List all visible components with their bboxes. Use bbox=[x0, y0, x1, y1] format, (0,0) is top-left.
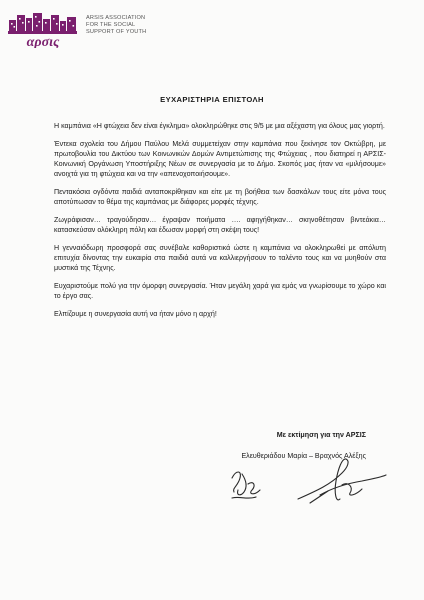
signatories: Ελευθεριάδου Μαρία – Βραχνός Αλέξης bbox=[241, 452, 366, 460]
paragraph: Η καμπάνια «Η φτώχεια δεν είναι έγκλημα» ολοκληρώθηκε στις 9/5 με μια αξέχαστη για όλους μας γιορτή. bbox=[54, 122, 385, 130]
letter-body bbox=[54, 121, 386, 327]
organization-name bbox=[86, 15, 146, 37]
paragraph: Πεντακόσια ογδόντα παιδιά ανταποκρίθηκαν και είτε με τη βοήθεια των δασκάλων τους είτε μόνα τους αποτύπωσαν το θέμα της καμπάνιας με διάφορες μορφές τέχνης. bbox=[54, 188, 386, 206]
org-line: SUPPORT OF YOUTH bbox=[86, 29, 147, 36]
paragraph: Η γενναιόδωρη προσφορά σας συνέβαλε καθοριστικά ώστε η καμπάνια να ολοκληρωθεί με απόλυτη επιτυχία δίνοντας την ευκαιρία στα παιδιά αυτά να καλλιεργήσουν το ταλέντο τους και να μυηθούν στα μυστικά της Τέχνης. bbox=[54, 244, 386, 272]
paragraph: Έντεκα σχολεία του Δήμου Παύλου Μελά συμμετείχαν στην καμπάνια που ξεκίνησε τον Οκτώβρη, με πρωτοβουλία του Δικτύου των Κοινωνικών Δομών Αντιμετώπισης της Φτώχειας , που διατηρεί η ΑΡΣΙΣ-Κοινωνική Οργάνωση Υποστήριξης Νέων σε συνεργασία με το Δήμο. Σκοπός μας ήταν να «μιλήσουμε» ανοιχτά για τη φτώχεια και να την «απενοχοποιήσουμε». bbox=[54, 140, 386, 178]
signature-2 bbox=[290, 455, 390, 507]
paragraph: Ελπίζουμε η συνεργασία αυτή να ήταν μόνο η αρχή! bbox=[54, 310, 217, 318]
org-line: FOR THE SOCIAL bbox=[86, 22, 136, 29]
paragraph: Ευχαριστούμε πολύ για την όμορφη συνεργασία. Ήταν μεγάλη χαρά για εμάς να γνωρίσουμε το χώρο και το έργο σας. bbox=[54, 282, 386, 300]
letter-title: ΕΥΧΑΡΙΣΤΗΡΙΑ ΕΠΙΣΤΟΛΗ bbox=[160, 95, 264, 104]
paragraph: Ζωγράφισαν… τραγούδησαν… έγραψαν ποιήματα …. αφηγήθηκαν… σκηνοθέτησαν βιντεάκια… κατασκεύσαν ολόκληρη πόλη και έδωσαν μορφή στη σκέψη τους! bbox=[54, 216, 386, 234]
org-line: ARSIS ASSOCIATION bbox=[86, 15, 146, 21]
closing-line: Με εκτίμηση για την ΑΡΣΙΣ bbox=[276, 431, 366, 439]
logo-wordmark: αρσις bbox=[26, 35, 60, 48]
signature-1 bbox=[226, 466, 274, 504]
arsis-logo bbox=[8, 12, 78, 48]
